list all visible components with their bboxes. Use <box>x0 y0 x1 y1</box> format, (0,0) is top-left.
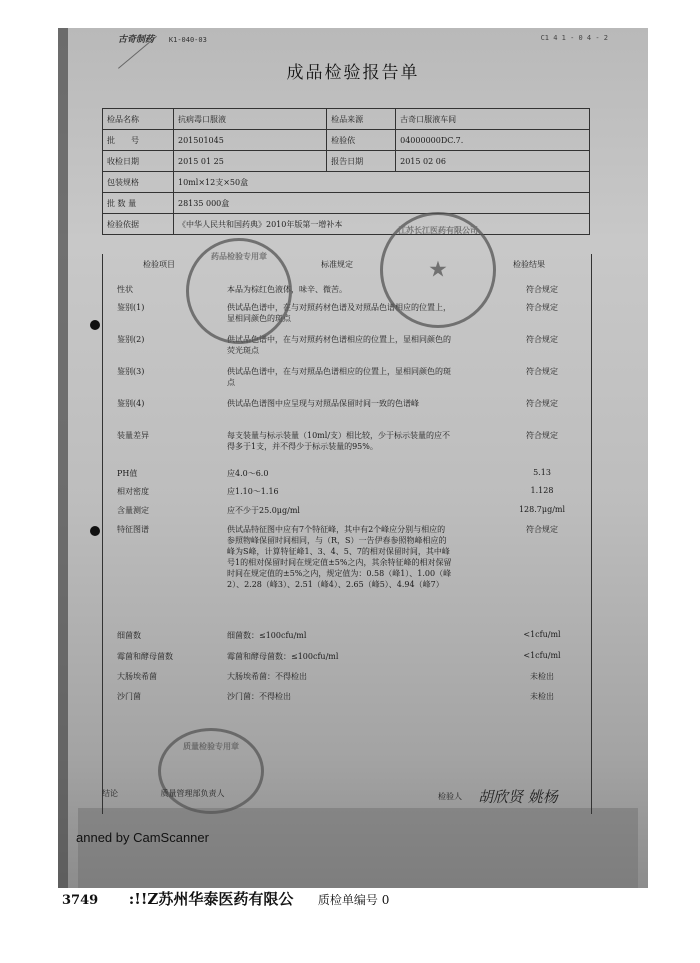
test-name: 鉴别(2) <box>117 335 145 344</box>
qc-number-label: 质检单编号 0 <box>317 893 390 907</box>
letterhead <box>118 32 207 45</box>
batch-label: 批 号 <box>103 130 174 151</box>
test-name: 装量差异 <box>117 431 149 440</box>
column-header-result: 检验结果 <box>513 260 545 269</box>
source-label: 检品来源 <box>327 109 396 130</box>
stamp-text: 质量检验专用章 <box>183 742 239 751</box>
test-name: 特征图谱 <box>117 525 149 534</box>
company-name: :!!Z苏州华泰医药有限公 <box>128 890 294 908</box>
report-date-value: 2015 02 06 <box>396 151 590 172</box>
test-result: 符合规定 <box>526 525 558 534</box>
test-name: 性状 <box>117 285 133 294</box>
test-standard: 细菌数：≤100cfu/ml <box>227 631 307 640</box>
test-result: 符合规定 <box>526 335 558 344</box>
company-stamp-right <box>380 212 496 328</box>
test-name: 鉴别(4) <box>117 399 145 408</box>
test-standard: 供试品色谱中，在与对照品色谱相应的位置上，显相同颜色的斑点 <box>227 367 451 387</box>
test-result: 1.128 <box>530 486 554 495</box>
test-name: 相对密度 <box>117 487 149 496</box>
test-result: <1cfu/ml <box>523 630 561 639</box>
brand-name: 古奇制药 <box>118 35 155 45</box>
spec-value: 10ml×12支×50盒 <box>174 172 590 193</box>
form-code-right: C1 4 1 - 0 4 - 2 <box>540 34 608 42</box>
report-date-label: 报告日期 <box>327 151 396 172</box>
stamp-text: 江苏长江医药有限公司 <box>398 226 478 235</box>
inspector-label: 检验人 <box>438 792 462 801</box>
inspector-signature: 胡欣贤 姚杨 <box>478 788 558 806</box>
form-code: K1-040-03 <box>168 36 207 44</box>
test-standard: 供试品特征图中应有7个特征峰，其中有2个峰应分别与相应的参照物峰保留时间相同，与（R，S）一告伊春参照物峰相应的峰为S峰，计算特征峰1、3、4、5、7的相对保留时间，其中峰号1的相对保留时间在规定值±5%之内，其余特征峰的相对保留时间在规定值的±5%之内，规定值为：0.58（峰1）、1.00（峰2）、2.28（峰3）、2.51（峰4）、2.65（峰5）、4.94（峰7） <box>227 525 452 589</box>
test-standard: 应不少于25.0μg/ml <box>227 506 300 515</box>
source-value: 古奇口服液车间 <box>396 109 590 130</box>
test-standard: 供试品色谱图中应呈现与对照品保留时间一致的色谱峰 <box>227 399 419 408</box>
test-name: 鉴别(1) <box>117 303 145 312</box>
receipt-date-value: 2015 01 25 <box>174 151 327 172</box>
test-result: 符合规定 <box>526 285 558 294</box>
quality-stamp-bottom <box>158 728 264 814</box>
test-name: PH值 <box>117 469 138 478</box>
test-standard: 大肠埃希菌：不得检出 <box>227 672 307 681</box>
report-info-table <box>102 108 590 235</box>
punch-hole <box>90 320 100 330</box>
spec-label: 包装规格 <box>103 172 174 193</box>
basis-value: 《中华人民共和国药典》2010年版第一增补本 <box>174 214 590 235</box>
batch-value: 201501045 <box>174 130 327 151</box>
test-name: 大肠埃希菌 <box>117 672 157 681</box>
stamp-text: 药品检验专用章 <box>211 252 267 261</box>
inspect-no-label: 检验依 <box>327 130 396 151</box>
test-standard: 每支装量与标示装量（10ml/支）相比较，少于标示装量的应不得多于1支，并不得少于标示装量的95%。 <box>227 431 451 451</box>
quantity-value: 28135 000盒 <box>174 193 590 214</box>
scanned-report <box>58 28 648 888</box>
test-standard: 应1.10～1.16 <box>227 487 279 496</box>
product-label: 检品名称 <box>103 109 174 130</box>
test-result: 符合规定 <box>526 431 558 440</box>
test-name: 细菌数 <box>117 631 141 640</box>
report-title: 成品检验报告单 <box>286 63 420 83</box>
scanner-watermark: anned by CamScanner <box>76 830 209 845</box>
quantity-label: 批 数 量 <box>103 193 174 214</box>
reviewer-label: 质量管理部负责人 <box>160 789 225 798</box>
test-name: 含量测定 <box>117 506 149 515</box>
punch-hole <box>90 526 100 536</box>
document-number: 3749 <box>62 893 99 908</box>
scan-bottom-shadow <box>78 808 638 888</box>
bottom-caption <box>62 888 389 909</box>
conclusion-label <box>102 788 225 799</box>
test-standard: 供试品色谱中，在与对照药材色谱相应的位置上，显相同颜色的荧光斑点 <box>227 335 451 355</box>
test-result: 128.7μg/ml <box>518 505 566 514</box>
test-result: 符合规定 <box>526 367 558 376</box>
inspection-stamp-left <box>186 238 292 344</box>
test-result: 符合规定 <box>526 303 558 312</box>
test-name: 鉴别(3) <box>117 367 145 376</box>
column-header-item: 检验项目 <box>143 260 175 269</box>
test-standard: 应4.0～6.0 <box>227 469 269 478</box>
scan-fold-shadow <box>58 28 68 888</box>
product-value: 抗病毒口服液 <box>174 109 327 130</box>
test-result: 符合规定 <box>526 399 558 408</box>
inspect-no-value: 04000000DC.7. <box>396 130 590 151</box>
test-standard: 供试品色谱中，在与对照药材色谱及对照品色谱相应的位置上，显相同颜色的斑点 <box>227 303 451 323</box>
receipt-date-label: 收检日期 <box>103 151 174 172</box>
test-name: 沙门菌 <box>117 692 141 701</box>
basis-label: 检验依据 <box>103 214 174 235</box>
star-icon: ★ <box>428 257 448 283</box>
conclusion-text: 结论 <box>102 789 118 798</box>
test-items-section <box>102 254 592 814</box>
column-header-standard: 标准规定 <box>321 260 353 269</box>
test-result: 未检出 <box>530 692 554 701</box>
test-result: 5.13 <box>533 468 551 477</box>
test-standard: 本品为棕红色液体，味辛、微苦。 <box>227 285 347 294</box>
test-result: 未检出 <box>530 672 554 681</box>
test-result: <1cfu/ml <box>523 651 561 660</box>
test-name: 霉菌和酵母菌数 <box>117 652 173 661</box>
test-standard: 霉菌和酵母菌数：≤100cfu/ml <box>227 652 339 661</box>
test-standard: 沙门菌：不得检出 <box>227 692 291 701</box>
